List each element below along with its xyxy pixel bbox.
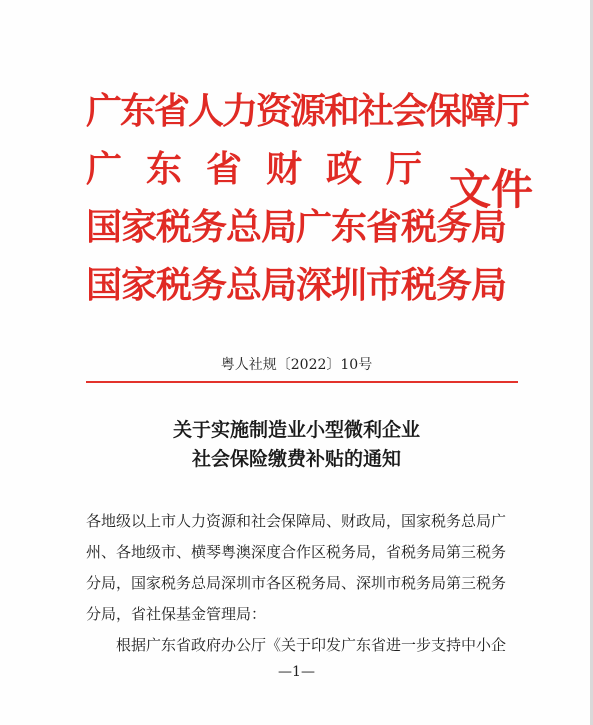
issuer-tax-shenzhen: 国家税务总局深圳市税务局: [86, 265, 507, 306]
issuer-tax-guangdong: 国家税务总局广东省税务局: [86, 207, 507, 248]
issuer-finance: 广东省财政厅: [86, 149, 447, 190]
red-separator-line: [86, 381, 518, 383]
document-title: [0, 416, 593, 474]
title-line-1: 关于实施制造业小型微利企业: [172, 419, 420, 441]
issuer-hrss: 广东省人力资源和社会保障厅: [86, 91, 529, 132]
title-line-2: 社会保险缴费补贴的通知: [191, 448, 401, 470]
document-body: [86, 506, 518, 661]
addressees: 各地级以上市人力资源和社会保障局、财政局，国家税务总局广州、各地级市、横琴粤澳深度合作区税务局，省税务局第三税务分局，国家税务总局深圳市各区税务局、深圳市税务局第三税务分局，省社保基金管理局：: [86, 512, 507, 623]
page-number: —1—: [278, 664, 315, 680]
document-suffix: 文件: [449, 165, 534, 214]
first-paragraph: 根据广东省政府办公厅《关于印发广东省进一步支持中小企: [116, 636, 507, 654]
document-number: 粤人社规〔2022〕10号: [220, 357, 373, 373]
